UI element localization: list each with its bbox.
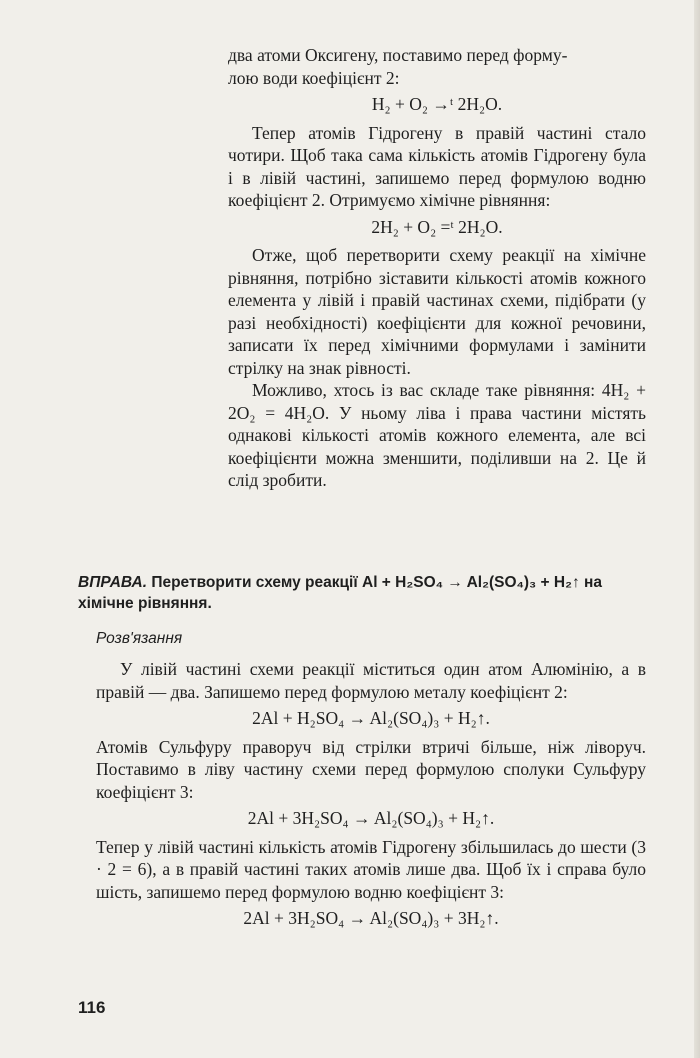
equation-2: 2H₂ + O₂ =ᵗ 2H₂O. bbox=[371, 216, 503, 237]
page-number: 116 bbox=[78, 998, 106, 1017]
paragraph: Тепер у лівій частині кількість атомів Гідрогену збільшилась до шести (3 · 2 = 6), а в правій частині таких атомів лише два. Щоб їх і справа було шість, запишемо перед формулою водню коефіцієнт 3: bbox=[96, 836, 646, 902]
equation: 2Al + 3H₂SO₄ → Al₂(SO₄)₃ + H₂↑. bbox=[247, 808, 495, 828]
paragraph: Отже, щоб перетворити схему реакції на хімічне рівняння, потрібно зіставити кількості атомів кожного елемента у лівій і правій частинах схеми, підібрати (у разі необхідності) коефіцієнти для кожної речовини, записати їх перед хімічними формулами і замінити стрілку на знак рівності. bbox=[228, 245, 646, 378]
text-line: два атоми Оксигену, поставимо перед форму- bbox=[228, 45, 568, 65]
paragraph: Тепер атомів Гідрогену в правій частині стало чотири. Щоб така сама кількість атомів Гідрогену була і в лівій частині, запишемо перед формулою водню коефіцієнт 2. Отримуємо хімічне рівняння: bbox=[228, 122, 646, 210]
solution-title: Розв'язання bbox=[96, 630, 183, 647]
page-edge bbox=[694, 0, 700, 1058]
exercise-text: Перетворити схему реакції Al + H₂SO₄ → Al₂(SO₄)₃ + H₂↑ на хімічне рівняння. bbox=[78, 574, 603, 612]
paragraph: Можливо, хтось із вас складе таке рівняння: 4H₂ + 2O₂ = 4H₂O. У ньому ліва і права частини містять однакові кількості атомів кожного елемента, але всі коефіцієнти можна зменшити, поділивши на 2. Це й слід зробити. bbox=[228, 380, 646, 490]
equation: 2Al + 3H₂SO₄ → Al₂(SO₄)₃ + 3H₂↑. bbox=[243, 908, 499, 928]
equation-1: H₂ + O₂ →ᵗ 2H₂O. bbox=[371, 94, 503, 114]
text-line: лою води коефіцієнт 2: bbox=[228, 67, 400, 88]
exercise-block bbox=[78, 572, 648, 614]
exercise-label: ВПРАВА. bbox=[78, 574, 148, 591]
equation: 2Al + H₂SO₄ → Al₂(SO₄)₃ + H₂↑. bbox=[252, 708, 490, 728]
paragraph: Атомів Сульфуру праворуч від стрілки втричі більше, ніж ліворуч. Поставимо в ліву частину схеми перед формулою сполуки Сульфуру коефіцієнт 3: bbox=[96, 736, 646, 802]
upper-text-column bbox=[228, 44, 646, 492]
solution-text bbox=[96, 658, 646, 936]
paragraph: У лівій частині схеми реакції міститься один атом Алюмінію, а в правій — два. Запишемо перед формулою металу коефіцієнт 2: bbox=[96, 659, 646, 702]
